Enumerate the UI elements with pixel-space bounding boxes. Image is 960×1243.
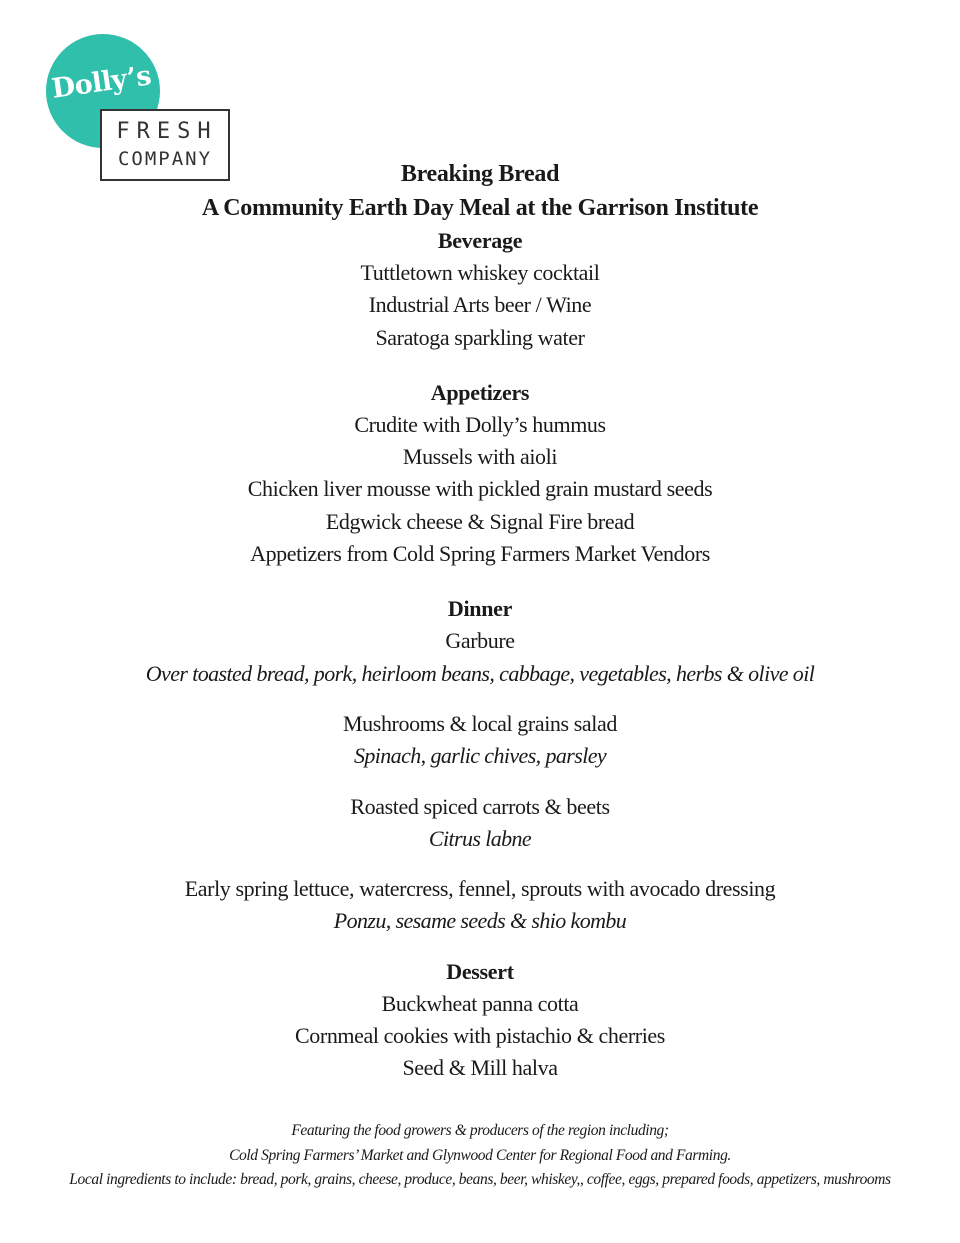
beverage-item: Saratoga sparkling water (375, 324, 585, 350)
dinner-dish-name: Garbure (445, 628, 515, 654)
dessert-heading: Dessert (446, 958, 514, 984)
beverage-item: Industrial Arts beer / Wine (368, 292, 592, 318)
footer-note (0, 1119, 960, 1193)
dinner-section (0, 593, 960, 937)
beverage-heading: Beverage (437, 228, 523, 253)
appetizer-item: Mussels with aioli (402, 444, 558, 470)
dinner-heading: Dinner (447, 596, 513, 622)
menu-title: Breaking Bread (400, 161, 560, 187)
appetizer-item: Crudite with Dolly’s hummus (354, 411, 606, 437)
footer-line: Cold Spring Farmers’ Market and Glynwood Center for Regional Food and Farming. (229, 1146, 731, 1164)
logo-script-text: Dolly’s (49, 60, 153, 105)
appetizer-item: Appetizers from Cold Spring Farmers Market Vendors (250, 541, 710, 567)
dessert-item: Cornmeal cookies with pistachio & cherries (295, 1023, 665, 1049)
dinner-dish-description: Ponzu, sesame seeds & shio kombu (333, 908, 627, 934)
dessert-section (0, 956, 960, 1085)
dinner-dish-description: Over toasted bread, pork, heirloom beans, cabbage, vegetables, herbs & olive oil (145, 660, 815, 686)
dessert-item: Seed & Mill halva (402, 1055, 558, 1081)
appetizers-heading: Appetizers (430, 379, 530, 405)
dessert-item: Buckwheat panna cotta (381, 990, 579, 1016)
footer-line: Local ingredients to include: bread, pork, grains, cheese, produce, beans, beer, whiskey,, coffee, eggs, prepared foods, appetizers, mushrooms (69, 1171, 891, 1188)
footer-line: Featuring the food growers & producers of the region including; (291, 1122, 669, 1139)
appetizer-item: Chicken liver mousse with pickled grain mustard seeds (247, 476, 713, 502)
beverage-item: Tuttletown whiskey cocktail (360, 260, 600, 285)
beverage-section (0, 225, 960, 354)
dinner-dish-description: Spinach, garlic chives, parsley (353, 743, 607, 769)
dinner-dish-name: Mushrooms & local grains salad (343, 710, 617, 736)
dinner-dish-name: Roasted spiced carrots & beets (350, 793, 610, 819)
logo-word-company: COMPANY (117, 148, 213, 170)
dinner-dish-name: Early spring lettuce, watercress, fennel, sprouts with avocado dressing (184, 876, 776, 902)
menu-subtitle: A Community Earth Day Meal at the Garrison Institute (201, 195, 759, 221)
menu (0, 157, 960, 1085)
appetizers-section (0, 377, 960, 570)
logo-word-fresh: FRESH (116, 119, 218, 144)
appetizer-item: Edgwick cheese & Signal Fire bread (325, 508, 635, 534)
dinner-dish-description: Citrus labne (428, 825, 532, 851)
